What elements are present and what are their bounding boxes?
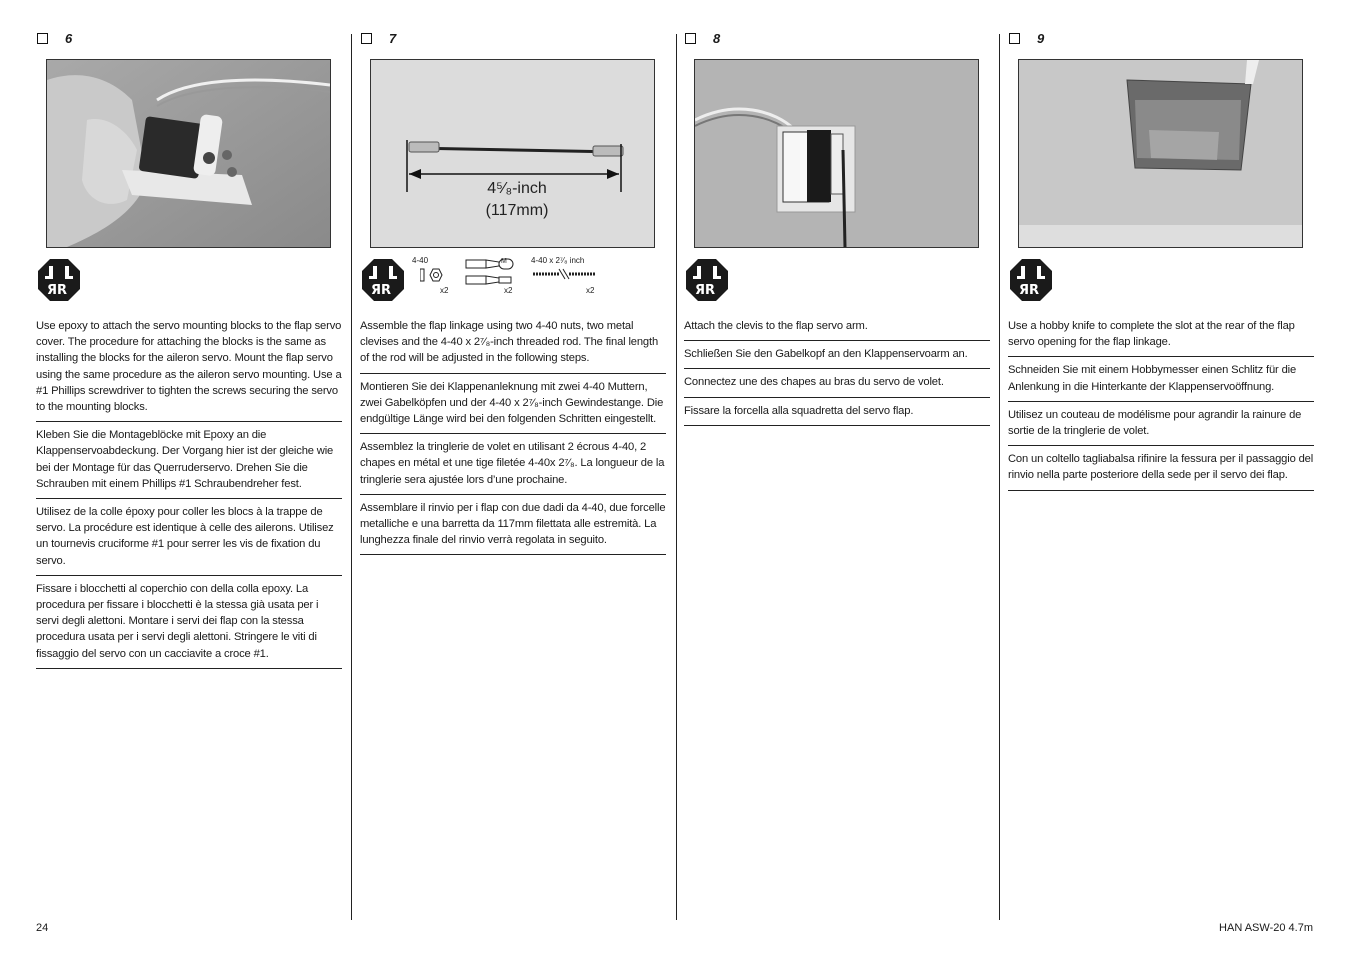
step-6-photo bbox=[46, 59, 331, 248]
instruction-en: Attach the clevis to the flap servo arm. bbox=[684, 318, 990, 341]
instruction-de: Schneiden Sie mit einem Hobbymesser einen Schlitz für die Anlenkung in die Hinterkante der Klappenservoöffnung. bbox=[1008, 362, 1314, 401]
instruction-it: Fissare la forcella alla squadretta del servo flap. bbox=[684, 403, 990, 426]
nut-icon bbox=[420, 266, 446, 284]
instruction-en: Use epoxy to attach the servo mounting blocks to the flap servo cover. The procedure for attaching the blocks is the same as installing the blocks for the aileron servo. Mount the flap servo using the same procedure as the aileron servo mounting. Use a #1 Phillips screwdriver to tighten the screws securing the servo to the mounting blocks. bbox=[36, 318, 342, 422]
clevis-label: M bbox=[501, 258, 507, 265]
step-9-column bbox=[1008, 28, 1314, 496]
svg-text:ЯR: ЯR bbox=[47, 283, 68, 298]
step-number: 6 bbox=[65, 30, 73, 46]
parts-list bbox=[410, 256, 660, 304]
page-number: 24 bbox=[36, 922, 49, 934]
instruction-fr: Assemblez la tringlerie de volet en utilisant 2 écrous 4-40, 2 chapes en métal et une tige filetée 4-40x 2⁷⁄₈. La longueur de la tringlerie sera ajustée lors d’une prochaine. bbox=[360, 439, 666, 495]
nut-label: 4-40 bbox=[412, 256, 429, 265]
step-number: 7 bbox=[389, 30, 397, 46]
rod-quantity: x2 bbox=[586, 286, 595, 295]
step-8-header bbox=[684, 28, 990, 48]
svg-text:ЯR: ЯR bbox=[695, 283, 716, 298]
step-number: 8 bbox=[713, 30, 721, 46]
nut-quantity: x2 bbox=[440, 286, 449, 295]
instruction-fr: Connectez une des chapes au bras du servo de volet. bbox=[684, 374, 990, 397]
document-title: HAN ASW-20 4.7m bbox=[1219, 922, 1313, 934]
column-divider-1 bbox=[351, 34, 352, 920]
checkbox-icon[interactable] bbox=[1009, 33, 1020, 44]
rod-label: 4-40 x 2⁷⁄₈ inch bbox=[531, 256, 585, 265]
svg-text:ЯR: ЯR bbox=[371, 283, 392, 298]
instruction-en: Use a hobby knife to complete the slot at the rear of the flap servo opening for the flap linkage. bbox=[1008, 318, 1314, 357]
instruction-it: Fissare i blocchetti al coperchio con della colla epoxy. La procedura per fissare i blocchetti è la stessa già usata per i servi degli alettoni. Montare i servi dei flap con la stessa procedura usata per i servi degli alettoni. Stringere le viti di fissaggio del servo con un cacciavite a croce #1. bbox=[36, 581, 342, 669]
step-7-header bbox=[360, 28, 666, 48]
checkbox-icon[interactable] bbox=[361, 33, 372, 44]
instruction-fr: Utilisez de la colle époxy pour coller les blocs à la trappe de servo. La procédure est identique à celle des ailerons. Utilisez un tournevis cruciforme #1 pour serrer les vis de fixation du servo. bbox=[36, 504, 342, 576]
screwdriver-wrench-badge-icon bbox=[361, 258, 405, 302]
step-number: 9 bbox=[1037, 30, 1045, 46]
threaded-rod-icon bbox=[531, 267, 597, 281]
checkbox-icon[interactable] bbox=[685, 33, 696, 44]
screwdriver-wrench-badge-icon bbox=[1009, 258, 1053, 302]
step-8-photo bbox=[694, 59, 979, 248]
clevis-quantity: x2 bbox=[504, 286, 513, 295]
column-divider-3 bbox=[999, 34, 1000, 920]
instruction-de: Schließen Sie den Gabelkopf an den Klappenservoarm an. bbox=[684, 346, 990, 369]
step-6-column bbox=[36, 28, 342, 674]
instruction-en: Assemble the flap linkage using two 4-40 nuts, two metal clevises and the 4-40 x 2⁷⁄₈-inch threaded rod. The final length of the rod will be adjusted in the following steps. bbox=[360, 318, 666, 374]
dimension-label: 4⁵⁄₈-inch (117mm) bbox=[485, 180, 549, 219]
instruction-de: Montieren Sie dei Klappenanleknung mit zwei 4-40 Muttern, zwei Gabelköpfen und der 4-40 x 2⁷⁄₈-inch Gewindestange. Die endgültige Länge wird bei den folgenden Schritten eingestellt. bbox=[360, 379, 666, 435]
step-9-photo bbox=[1018, 59, 1303, 248]
checkbox-icon[interactable] bbox=[37, 33, 48, 44]
step-7-column bbox=[360, 28, 666, 560]
screwdriver-wrench-badge-icon bbox=[37, 258, 81, 302]
instruction-de: Kleben Sie die Montageblöcke mit Epoxy an die Klappenservoabdeckung. Der Vorgang hier ist der gleiche wie bei der Montage für das Querruderservo. Drehen Sie die Schrauben mit einem Phillips #1 Schraubendreher fest. bbox=[36, 427, 342, 499]
instruction-fr: Utilisez un couteau de modélisme pour agrandir la rainure de sortie de la tringlerie de volet. bbox=[1008, 407, 1314, 446]
step-6-header bbox=[36, 28, 342, 48]
step-8-column bbox=[684, 28, 990, 431]
instruction-it: Assemblare il rinvio per i flap con due dadi da 4-40, due forcelle metalliche e una barretta da 117mm filettata alle estremità. La lunghezza finale del rinvio verrà regolata in seguito. bbox=[360, 500, 666, 556]
svg-text:ЯR: ЯR bbox=[1019, 283, 1040, 298]
step-9-header bbox=[1008, 28, 1314, 48]
screwdriver-wrench-badge-icon bbox=[685, 258, 729, 302]
instruction-it: Con un coltello tagliabalsa rifinire la fessura per il passaggio del rinvio nella parte posteriore della sede per il servo dei flap. bbox=[1008, 451, 1314, 490]
step-7-photo bbox=[370, 59, 655, 248]
column-divider-2 bbox=[676, 34, 677, 920]
